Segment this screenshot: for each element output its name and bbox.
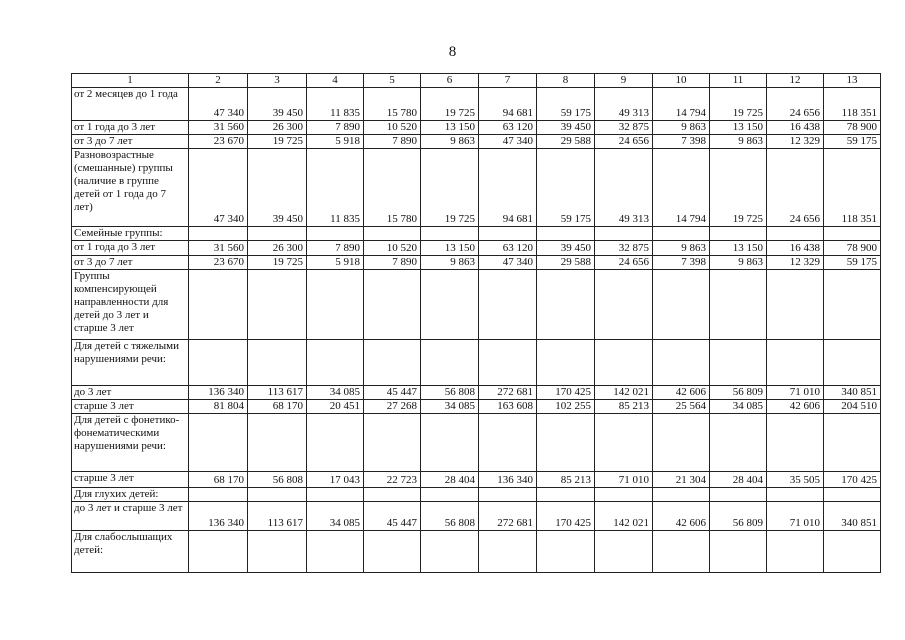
value-cell: 11 835 <box>307 149 364 227</box>
column-header: 8 <box>537 74 595 88</box>
value-cell: 23 670 <box>189 256 248 270</box>
value-cell: 7 890 <box>307 121 364 135</box>
value-cell <box>364 488 421 502</box>
column-header: 12 <box>767 74 824 88</box>
value-cell: 5 918 <box>307 135 364 149</box>
value-cell: 31 560 <box>189 241 248 256</box>
value-cell: 13 150 <box>421 121 479 135</box>
table-row <box>72 386 881 400</box>
value-cell <box>710 414 767 472</box>
value-cell <box>479 488 537 502</box>
value-cell <box>189 414 248 472</box>
value-cell: 56 809 <box>710 386 767 400</box>
value-cell <box>248 227 307 241</box>
value-cell: 71 010 <box>767 502 824 531</box>
value-cell <box>421 531 479 573</box>
value-cell: 118 351 <box>824 88 881 121</box>
value-cell: 11 835 <box>307 88 364 121</box>
value-cell: 16 438 <box>767 241 824 256</box>
value-cell: 26 300 <box>248 121 307 135</box>
value-cell <box>364 414 421 472</box>
table-row <box>72 227 881 241</box>
value-cell: 136 340 <box>189 502 248 531</box>
value-cell <box>248 488 307 502</box>
value-cell <box>537 414 595 472</box>
value-cell: 94 681 <box>479 149 537 227</box>
value-cell: 47 340 <box>479 135 537 149</box>
value-cell: 272 681 <box>479 502 537 531</box>
value-cell <box>595 531 653 573</box>
value-cell <box>824 414 881 472</box>
value-cell: 340 851 <box>824 386 881 400</box>
value-cell: 59 175 <box>537 149 595 227</box>
value-cell <box>767 227 824 241</box>
value-cell: 68 170 <box>189 472 248 488</box>
value-cell: 7 398 <box>653 135 710 149</box>
value-cell: 47 340 <box>189 88 248 121</box>
table-row <box>72 121 881 135</box>
value-cell: 42 606 <box>767 400 824 414</box>
value-cell: 204 510 <box>824 400 881 414</box>
value-cell <box>595 227 653 241</box>
row-label: от 1 года до 3 лет <box>72 241 189 256</box>
value-cell: 59 175 <box>824 256 881 270</box>
value-cell: 163 608 <box>479 400 537 414</box>
row-label: от 3 до 7 лет <box>72 135 189 149</box>
table-row <box>72 472 881 488</box>
value-cell <box>824 531 881 573</box>
row-label: от 2 месяцев до 1 года <box>72 88 189 121</box>
value-cell: 49 313 <box>595 149 653 227</box>
table-row <box>72 149 881 227</box>
value-cell <box>307 531 364 573</box>
value-cell: 272 681 <box>479 386 537 400</box>
value-cell <box>189 270 248 340</box>
value-cell: 56 808 <box>248 472 307 488</box>
value-cell <box>824 488 881 502</box>
value-cell: 45 447 <box>364 502 421 531</box>
value-cell: 15 780 <box>364 88 421 121</box>
value-cell: 13 150 <box>710 121 767 135</box>
value-cell <box>307 414 364 472</box>
value-cell <box>421 488 479 502</box>
value-cell: 42 606 <box>653 386 710 400</box>
value-cell <box>653 531 710 573</box>
value-cell: 63 120 <box>479 241 537 256</box>
value-cell <box>653 340 710 386</box>
value-cell: 78 900 <box>824 121 881 135</box>
table-row <box>72 400 881 414</box>
value-cell <box>653 414 710 472</box>
value-cell: 35 505 <box>767 472 824 488</box>
value-cell <box>479 340 537 386</box>
value-cell: 340 851 <box>824 502 881 531</box>
value-cell: 15 780 <box>364 149 421 227</box>
value-cell: 19 725 <box>421 88 479 121</box>
value-cell <box>364 227 421 241</box>
value-cell: 45 447 <box>364 386 421 400</box>
value-cell: 14 794 <box>653 88 710 121</box>
value-cell: 39 450 <box>537 121 595 135</box>
value-cell: 68 170 <box>248 400 307 414</box>
value-cell <box>767 531 824 573</box>
value-cell <box>710 270 767 340</box>
value-cell: 56 808 <box>421 502 479 531</box>
value-cell: 7 890 <box>364 256 421 270</box>
value-cell: 63 120 <box>479 121 537 135</box>
value-cell: 23 670 <box>189 135 248 149</box>
value-cell: 71 010 <box>595 472 653 488</box>
column-header: 5 <box>364 74 421 88</box>
table-row <box>72 488 881 502</box>
value-cell: 71 010 <box>767 386 824 400</box>
data-table <box>71 73 881 573</box>
value-cell <box>537 227 595 241</box>
value-cell <box>307 227 364 241</box>
value-cell: 81 804 <box>189 400 248 414</box>
value-cell <box>767 488 824 502</box>
value-cell: 34 085 <box>307 502 364 531</box>
value-cell: 17 043 <box>307 472 364 488</box>
value-cell: 56 808 <box>421 386 479 400</box>
value-cell: 24 656 <box>595 256 653 270</box>
value-cell: 170 425 <box>537 502 595 531</box>
value-cell: 59 175 <box>824 135 881 149</box>
value-cell: 34 085 <box>421 400 479 414</box>
table-row <box>72 502 881 531</box>
row-label: Для детей с тяжелыми нарушениями речи: <box>72 340 189 386</box>
value-cell <box>248 340 307 386</box>
value-cell: 9 863 <box>653 121 710 135</box>
value-cell <box>710 340 767 386</box>
column-header: 1 <box>72 74 189 88</box>
value-cell: 25 564 <box>653 400 710 414</box>
value-cell: 13 150 <box>421 241 479 256</box>
value-cell <box>421 227 479 241</box>
value-cell: 24 656 <box>767 149 824 227</box>
row-label: от 3 до 7 лет <box>72 256 189 270</box>
column-header: 11 <box>710 74 767 88</box>
value-cell <box>364 531 421 573</box>
value-cell <box>767 414 824 472</box>
header-row <box>72 74 881 88</box>
table-row <box>72 88 881 121</box>
value-cell <box>479 414 537 472</box>
value-cell: 85 213 <box>595 400 653 414</box>
value-cell: 12 329 <box>767 256 824 270</box>
value-cell: 9 863 <box>421 135 479 149</box>
value-cell <box>537 340 595 386</box>
value-cell: 113 617 <box>248 502 307 531</box>
value-cell: 24 656 <box>595 135 653 149</box>
value-cell: 16 438 <box>767 121 824 135</box>
value-cell <box>537 270 595 340</box>
row-label: от 1 года до 3 лет <box>72 121 189 135</box>
value-cell: 94 681 <box>479 88 537 121</box>
value-cell: 19 725 <box>248 135 307 149</box>
column-header: 9 <box>595 74 653 88</box>
value-cell: 21 304 <box>653 472 710 488</box>
column-header: 2 <box>189 74 248 88</box>
value-cell: 32 875 <box>595 121 653 135</box>
value-cell: 39 450 <box>248 149 307 227</box>
value-cell <box>710 531 767 573</box>
value-cell <box>537 531 595 573</box>
row-label: Для детей с фонетико-фонематическими нарушениями речи: <box>72 414 189 472</box>
row-label: Для глухих детей: <box>72 488 189 502</box>
value-cell: 32 875 <box>595 241 653 256</box>
value-cell: 5 918 <box>307 256 364 270</box>
value-cell <box>710 488 767 502</box>
value-cell: 118 351 <box>824 149 881 227</box>
value-cell <box>248 414 307 472</box>
value-cell <box>248 531 307 573</box>
column-header: 13 <box>824 74 881 88</box>
value-cell: 13 150 <box>710 241 767 256</box>
value-cell <box>595 414 653 472</box>
value-cell: 39 450 <box>537 241 595 256</box>
value-cell <box>421 414 479 472</box>
value-cell: 142 021 <box>595 502 653 531</box>
row-label: до 3 лет и старше 3 лет <box>72 502 189 531</box>
value-cell: 19 725 <box>248 256 307 270</box>
value-cell: 7 398 <box>653 256 710 270</box>
value-cell: 78 900 <box>824 241 881 256</box>
value-cell: 19 725 <box>421 149 479 227</box>
table-row <box>72 256 881 270</box>
value-cell: 142 021 <box>595 386 653 400</box>
value-cell <box>595 340 653 386</box>
value-cell: 28 404 <box>421 472 479 488</box>
value-cell: 31 560 <box>189 121 248 135</box>
value-cell: 27 268 <box>364 400 421 414</box>
value-cell: 9 863 <box>710 135 767 149</box>
value-cell <box>479 227 537 241</box>
value-cell: 102 255 <box>537 400 595 414</box>
value-cell: 29 588 <box>537 256 595 270</box>
value-cell: 24 656 <box>767 88 824 121</box>
value-cell: 170 425 <box>537 386 595 400</box>
value-cell <box>307 340 364 386</box>
value-cell <box>479 270 537 340</box>
table-row <box>72 135 881 149</box>
value-cell <box>710 227 767 241</box>
value-cell <box>653 270 710 340</box>
row-label: Семейные группы: <box>72 227 189 241</box>
value-cell: 47 340 <box>479 256 537 270</box>
column-header: 3 <box>248 74 307 88</box>
row-label: старше 3 лет <box>72 400 189 414</box>
value-cell <box>595 270 653 340</box>
column-header: 10 <box>653 74 710 88</box>
value-cell: 19 725 <box>710 149 767 227</box>
value-cell <box>421 270 479 340</box>
value-cell: 20 451 <box>307 400 364 414</box>
value-cell <box>537 488 595 502</box>
value-cell <box>653 488 710 502</box>
table-row <box>72 241 881 256</box>
value-cell <box>307 270 364 340</box>
value-cell: 10 520 <box>364 241 421 256</box>
value-cell: 12 329 <box>767 135 824 149</box>
value-cell: 59 175 <box>537 88 595 121</box>
value-cell <box>307 488 364 502</box>
value-cell: 19 725 <box>710 88 767 121</box>
row-label: Группы компенсирующей направленности для детей до 3 лет и старше 3 лет <box>72 270 189 340</box>
column-header: 7 <box>479 74 537 88</box>
value-cell <box>653 227 710 241</box>
page-number: 8 <box>448 44 457 60</box>
value-cell: 22 723 <box>364 472 421 488</box>
row-label: Для слабослышащих детей: <box>72 531 189 573</box>
value-cell <box>248 270 307 340</box>
value-cell: 14 794 <box>653 149 710 227</box>
value-cell: 9 863 <box>710 256 767 270</box>
value-cell <box>824 227 881 241</box>
value-cell: 10 520 <box>364 121 421 135</box>
table-row <box>72 340 881 386</box>
value-cell: 170 425 <box>824 472 881 488</box>
value-cell: 49 313 <box>595 88 653 121</box>
value-cell <box>364 270 421 340</box>
value-cell: 39 450 <box>248 88 307 121</box>
value-cell <box>767 340 824 386</box>
value-cell: 56 809 <box>710 502 767 531</box>
value-cell <box>767 270 824 340</box>
value-cell <box>824 340 881 386</box>
column-header: 4 <box>307 74 364 88</box>
value-cell: 26 300 <box>248 241 307 256</box>
value-cell: 34 085 <box>307 386 364 400</box>
value-cell: 136 340 <box>479 472 537 488</box>
value-cell <box>421 340 479 386</box>
value-cell <box>189 531 248 573</box>
column-header: 6 <box>421 74 479 88</box>
value-cell <box>595 488 653 502</box>
value-cell: 28 404 <box>710 472 767 488</box>
value-cell <box>479 531 537 573</box>
value-cell: 9 863 <box>421 256 479 270</box>
row-label: старше 3 лет <box>72 472 189 488</box>
value-cell: 136 340 <box>189 386 248 400</box>
table-row <box>72 531 881 573</box>
table-row <box>72 270 881 340</box>
value-cell: 7 890 <box>307 241 364 256</box>
value-cell: 85 213 <box>537 472 595 488</box>
value-cell: 47 340 <box>189 149 248 227</box>
value-cell: 113 617 <box>248 386 307 400</box>
value-cell: 42 606 <box>653 502 710 531</box>
value-cell: 7 890 <box>364 135 421 149</box>
value-cell: 34 085 <box>710 400 767 414</box>
value-cell: 9 863 <box>653 241 710 256</box>
value-cell: 29 588 <box>537 135 595 149</box>
value-cell <box>189 488 248 502</box>
row-label: до 3 лет <box>72 386 189 400</box>
value-cell <box>189 227 248 241</box>
value-cell <box>364 340 421 386</box>
value-cell <box>824 270 881 340</box>
row-label: Разновозрастные (смешанные) группы (наличие в группе детей от 1 года до 7 лет) <box>72 149 189 227</box>
value-cell <box>189 340 248 386</box>
table-row <box>72 414 881 472</box>
